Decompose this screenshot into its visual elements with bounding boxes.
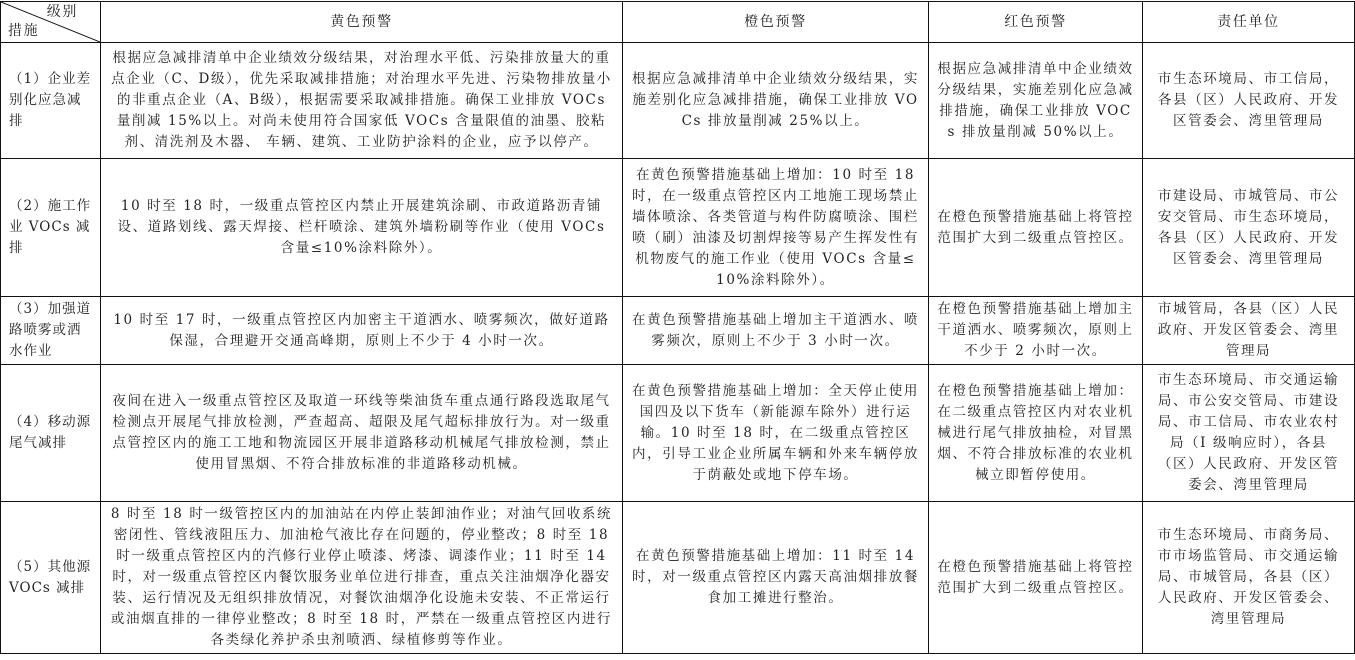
table-row <box>1 43 1355 159</box>
measure-cell: （4）移动源尾气减排 <box>1 365 101 502</box>
red-cell: 根据应急减排清单中企业绩效分级结果，实施差别化应急减排措施，确保工业排放 VOCs 排放量削减 50%以上。 <box>929 43 1143 159</box>
level-label: 级别 <box>46 4 78 20</box>
header-red-warning: 红色预警 <box>929 2 1143 43</box>
header-yellow-warning: 黄色预警 <box>101 2 623 43</box>
emergency-measures-table <box>0 1 1355 654</box>
yellow-cell: 8 时至 18 时一级管控区内的加油站在内停止装卸油作业；对油气回收系统密闭性、管线液阻压力、加油枪气液比存在问题的，停业整改；8 时至 18 时一级重点管控区内的汽修行业停止喷漆、烤漆、调漆作业；11 时至 14 时，对一级重点管控区内餐饮服务业单位进行排查，重点关注油烟净化器安装、运行情况及无组织排放情况，对餐饮油烟净化设施未安装、不正常运行或油烟直排的一律停业整改；8 时至 18 时，严禁在一级重点管控区内进行各类绿化养护杀虫剂喷洒、绿植修剪等作业。 <box>101 502 623 654</box>
measure-cell: （1）企业差别化应急减排 <box>1 43 101 159</box>
orange-cell: 在黄色预警措施基础上增加：11 时至 14 时，对一级重点管控区内露天高油烟排放餐食加工摊进行整治。 <box>623 502 929 654</box>
table-row <box>1 502 1355 654</box>
orange-cell: 在黄色预警措施基础上增加：10 时至 18 时，在一级重点管控区内工地施工现场禁止墙体喷涂、各类管道与构件防腐喷涂、围栏喷（刷）油漆及切割焊接等易产生挥发性有机物废气的施工作业（使用 VOCs 含量≤10%涂料除外）。 <box>623 159 929 297</box>
yellow-cell: 10 时至 17 时，一级重点管控区内加密主干道洒水、喷雾频次，做好道路保湿，合理避开交通高峰期，原则上不少于 4 小时一次。 <box>101 297 623 365</box>
responsible-cell: 市建设局、市城管局、市公安交管局、市生态环境局，各县（区）人民政府、开发区管委会、湾里管理局 <box>1143 159 1355 297</box>
orange-cell: 在黄色预警措施基础上增加：全天停止使用国四及以下货车（新能源车除外）进行运输。10 时至 18 时，在二级重点管控区内，引导工业企业所属车辆和外来车辆停放于荫蔽处或地下停车场。 <box>623 365 929 502</box>
measure-cell: （5）其他源 VOCs 减排 <box>1 502 101 654</box>
measure-cell: （3）加强道路喷雾或洒水作业 <box>1 297 101 365</box>
red-cell: 在橙色预警措施基础上增加：在二级重点管控区内对农业机械进行尾气排放抽检，对冒黑烟、不符合排放标准的农业机械立即暂停使用。 <box>929 365 1143 502</box>
measure-label: 措施 <box>8 23 40 39</box>
table-row <box>1 159 1355 297</box>
red-cell: 在橙色预警措施基础上将管控范围扩大到二级重点管控区。 <box>929 502 1143 654</box>
diagonal-header-cell <box>1 2 101 43</box>
responsible-cell: 市生态环境局、市商务局、市市场监管局、市交通运输局、市城管局，各县（区）人民政府、开发区管委会、湾里管理局 <box>1143 502 1355 654</box>
red-cell: 在橙色预警措施基础上将管控范围扩大到二级重点管控区。 <box>929 159 1143 297</box>
header-orange-warning: 橙色预警 <box>623 2 929 43</box>
responsible-cell: 市生态环境局、市交通运输局、市公安交管局、市建设局、市工信局、市农业农村局（I 级响应时），各县（区）人民政府、开发区管委会、湾里管理局 <box>1143 365 1355 502</box>
responsible-cell: 市城管局，各县（区）人民政府、开发区管委会、湾里管理局 <box>1143 297 1355 365</box>
table-row <box>1 365 1355 502</box>
header-row <box>1 2 1355 43</box>
yellow-cell: 夜间在进入一级重点管控区及取道一环线等柴油货车重点通行路段选取尾气检测点开展尾气排放检测，严查超高、超限及尾气超标排放行为。对一级重点管控区内的施工工地和物流园区开展非道路移动机械尾气排放检测，禁止使用冒黑烟、不符合排放标准的非道路移动机械。 <box>101 365 623 502</box>
yellow-cell: 根据应急减排清单中企业绩效分级结果，对治理水平低、污染排放量大的重点企业（C、D级），优先采取减排措施；对治理水平先进、污染物排放量小的非重点企业（A、B级），根据需要采取减排措施。确保工业排放 VOCs 量削减 15%以上。对尚未使用符合国家低 VOCs 含量限值的油墨、胶粘剂、清洗剂及木器、 车辆、建筑、工业防护涂料的企业，应予以停产。 <box>101 43 623 159</box>
table-row <box>1 297 1355 365</box>
measure-cell: （2）施工作业 VOCs 减排 <box>1 159 101 297</box>
orange-cell: 在黄色预警措施基础上增加主干道洒水、喷雾频次，原则上不少于 3 小时一次。 <box>623 297 929 365</box>
header-responsible-unit: 责任单位 <box>1143 2 1355 43</box>
responsible-cell: 市生态环境局、市工信局，各县（区）人民政府、开发区管委会、湾里管理局 <box>1143 43 1355 159</box>
orange-cell: 根据应急减排清单中企业绩效分级结果，实施差别化应急减排措施，确保工业排放 VOCs 排放量削减 25%以上。 <box>623 43 929 159</box>
yellow-cell: 10 时至 18 时，一级重点管控区内禁止开展建筑涂刷、市政道路沥青铺设、道路划线、露天焊接、栏杆喷涂、建筑外墙粉刷等作业（使用 VOCs 含量≤10%涂料除外）。 <box>101 159 623 297</box>
red-cell: 在橙色预警措施基础上增加主干道洒水、喷雾频次，原则上不少于 2 小时一次。 <box>929 297 1143 365</box>
